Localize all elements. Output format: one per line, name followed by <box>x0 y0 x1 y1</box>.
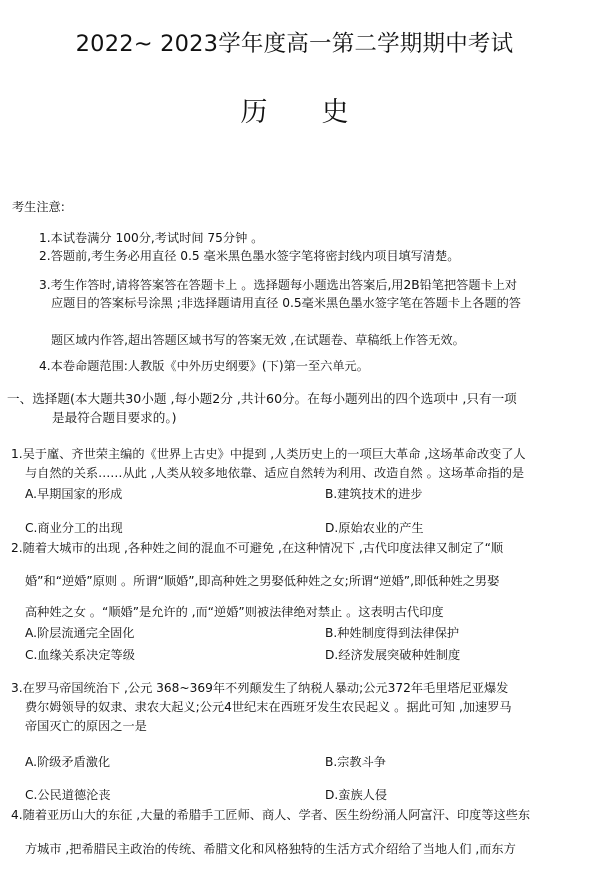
question-stem-cont2: 帝国灭亡的原因之一是 <box>25 719 147 733</box>
notice-item-4: 4.本卷命题范围:人教版《中外历史纲要》(下)第一至六单元。 <box>39 359 369 373</box>
notice-item-3: 3.考生作答时,请将答案答在答题卡上 。选择题每小题选出答案后,用2B铅笔把答题卡上对 <box>39 278 518 292</box>
question-stem-cont: 费尔姆领导的奴隶、隶农大起义;公元4世纪末在西班牙发生农民起义 。据此可知 ,加速罗马 <box>25 700 512 714</box>
section-heading-line1: 一、选择题(本大题共30小题 ,每小题2分 ,共计60分。在每小题列出的四个选项中 ,只有一项 <box>7 391 517 406</box>
option-d: D.经济发展突破种姓制度 <box>325 648 461 662</box>
option-a: A.早期国家的形成 <box>25 487 123 501</box>
option-c: C.商业分工的出现 <box>25 521 123 535</box>
option-b: B.宗教斗争 <box>325 755 386 769</box>
notice-item-3-cont2: 题区域内作答,超出答题区域书写的答案无效 ,在试题卷、草稿纸上作答无效。 <box>51 333 465 347</box>
section-heading-line2: 是最符合题目要求的。) <box>52 410 177 425</box>
exam-title: 2022~ 2023学年度高一第二学期期中考试 <box>75 31 514 57</box>
question-stem: 2.随着大城市的出现 ,各种姓之间的混血不可避免 ,在这种情况下 ,古代印度法律又制定了“顺 <box>11 541 504 555</box>
question-stem-cont: 方城市 ,把希腊民主政治的传统、希腊文化和风格独特的生活方式介绍给了当地人们 ,而东方 <box>25 842 516 856</box>
question-stem-cont: 婚”和“逆婚”原则 。所谓“顺婚”,即高种姓之男娶低种姓之女;所谓“逆婚”,即低种姓之男娶 <box>25 574 500 588</box>
notice-item-1: 1.本试卷满分 100分,考试时间 75分钟 。 <box>39 231 264 245</box>
question-stem-cont2: 高种姓之女 。“顺婚”是允许的 ,而“逆婚”则被法律绝对禁止 。这表明古代印度 <box>25 605 444 619</box>
option-d: D.原始农业的产生 <box>325 521 424 535</box>
option-b: B.种姓制度得到法律保护 <box>325 626 460 640</box>
notice-item-2: 2.答题前,考生务必用直径 0.5 毫米黑色墨水签字笔将密封线内项目填写清楚。 <box>39 249 460 263</box>
option-b: B.建筑技术的进步 <box>325 487 423 501</box>
option-c: C.血缘关系决定等级 <box>25 648 135 662</box>
option-d: D.蛮族人侵 <box>325 788 388 802</box>
notice-item-3-cont: 应题目的答案标号涂黑 ;非选择题请用直径 0.5毫米黑色墨水签字笔在答题卡上各题的答 <box>51 296 521 310</box>
notice-heading: 考生注意: <box>12 200 65 214</box>
option-a: A.阶级矛盾激化 <box>25 755 111 769</box>
option-c: C.公民道德沦丧 <box>25 788 111 802</box>
question-stem: 3.在罗马帝国统治下 ,公元 368~369年不列颠发生了纳税人暴动;公元372年毛里塔尼亚爆发 <box>11 681 509 695</box>
question-stem-cont: 与自然的关系……从此 ,人类从较多地依靠、适应自然转为利用、改造自然 。这场革命指的是 <box>25 466 525 480</box>
option-a: A.阶层流通完全固化 <box>25 626 135 640</box>
subject-title: 历 史 <box>240 97 349 128</box>
question-stem: 1.吴于廑、齐世荣主编的《世界上古史》中提到 ,人类历史上的一项巨大革命 ,这场革命改变了人 <box>11 447 526 461</box>
question-stem: 4.随着亚历山大的东征 ,大量的希腊手工匠师、商人、学者、医生纷纷涌人阿富汗、印度等这些东 <box>11 808 531 822</box>
